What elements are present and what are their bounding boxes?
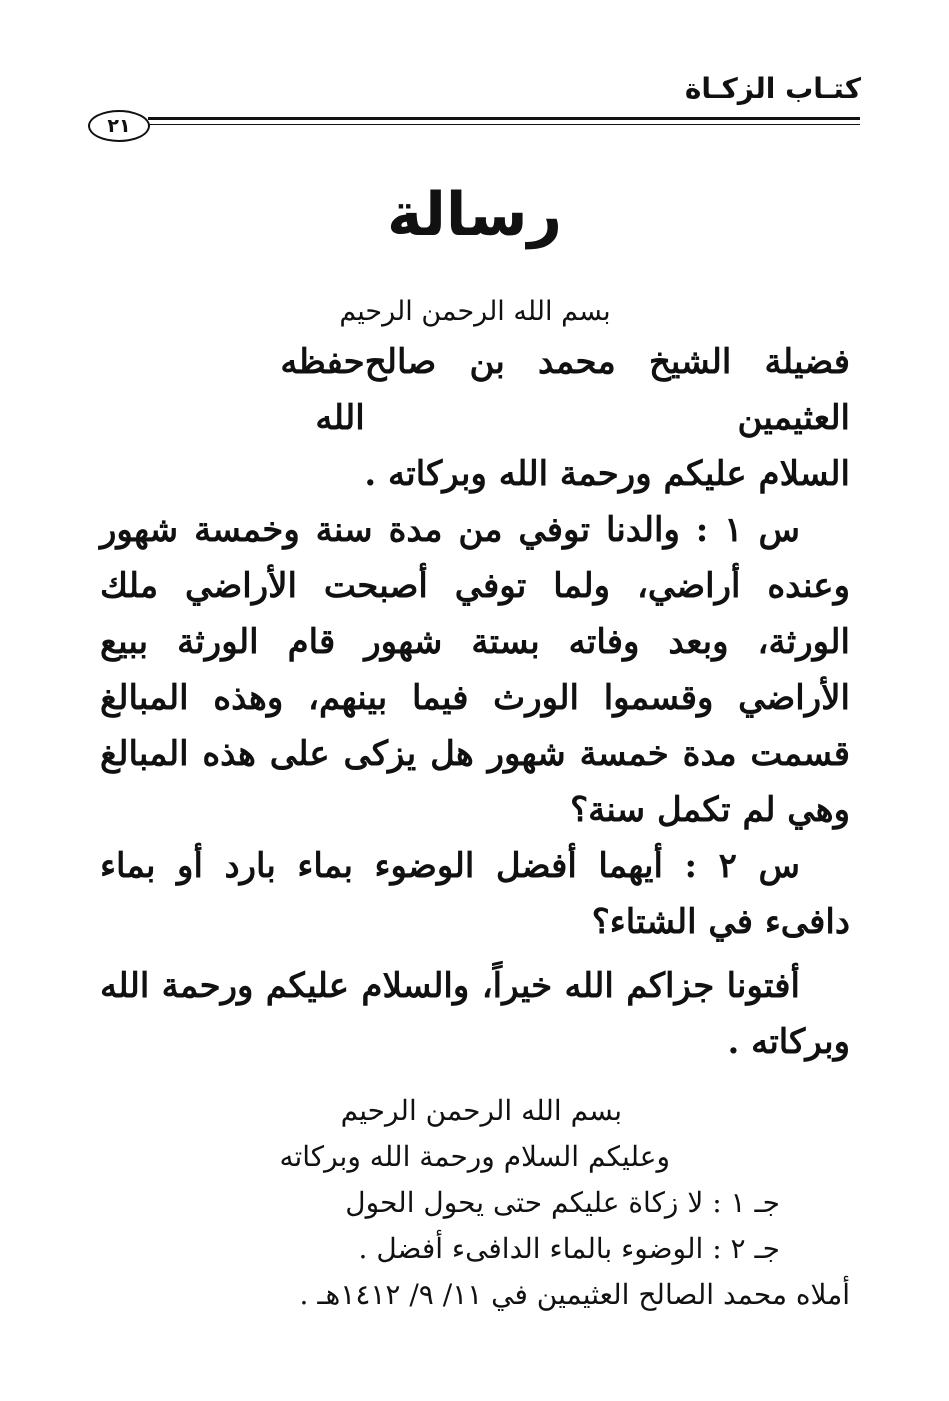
- letter-closing: أفتونا جزاكم الله خيراً، والسلام عليكم ورحمة الله وبركاته .: [100, 966, 850, 1062]
- header-rule-thick: [148, 117, 860, 120]
- question-2: س ٢ : أيهما أفضل الوضوء بماء بارد أو بماء دافىء في الشتاء؟: [100, 846, 850, 942]
- letter-greeting: السلام عليكم ورحمة الله وبركاته .: [364, 454, 850, 494]
- answer-block: [100, 1088, 850, 1318]
- header-rule-thin: [148, 124, 860, 125]
- answer-1: جـ ١ : لا زكاة عليكم حتى يحول الحول: [345, 1186, 780, 1219]
- running-head-title: كتـاب الزكـاة: [684, 72, 861, 105]
- page-number-badge: [88, 110, 150, 142]
- page-title: رسالة: [387, 180, 562, 250]
- header-rule: [148, 117, 860, 129]
- answer-2: جـ ٢ : الوضوء بالماء الدافىء أفضل .: [358, 1232, 780, 1265]
- letter-basmala: بسم الله الرحمن الرحيم: [339, 296, 611, 327]
- letter-addressee-line: [230, 334, 850, 446]
- addressee-name: فضيلة الشيخ محمد بن صالح العثيمين: [364, 342, 850, 438]
- answer-basmala: بسم الله الرحمن الرحيم: [340, 1094, 622, 1127]
- answer-signature: أملاه محمد الصالح العثيمين في ١١/ ٩/ ١٤١٢هـ .: [299, 1278, 850, 1311]
- question-1: س ١ : والدنا توفي من مدة سنة وخمسة شهور وعنده أراضي، ولما توفي أصبحت الأراضي ملك الورثة، وبعد وفاته بستة شهور قام الورثة ببيع الأراضي وقسموا الورث فيما بينهم، وهذه المبالغ قسمت مدة خمسة شهور هل يزكى على هذه المبالغ وهي لم تكمل سنة؟: [100, 510, 850, 830]
- document-body: [100, 290, 850, 1318]
- answer-greeting: وعليكم السلام ورحمة الله وبركاته: [279, 1140, 670, 1173]
- addressee-honorific: حفظه الله: [280, 342, 365, 438]
- page-number: ٢١: [107, 115, 131, 137]
